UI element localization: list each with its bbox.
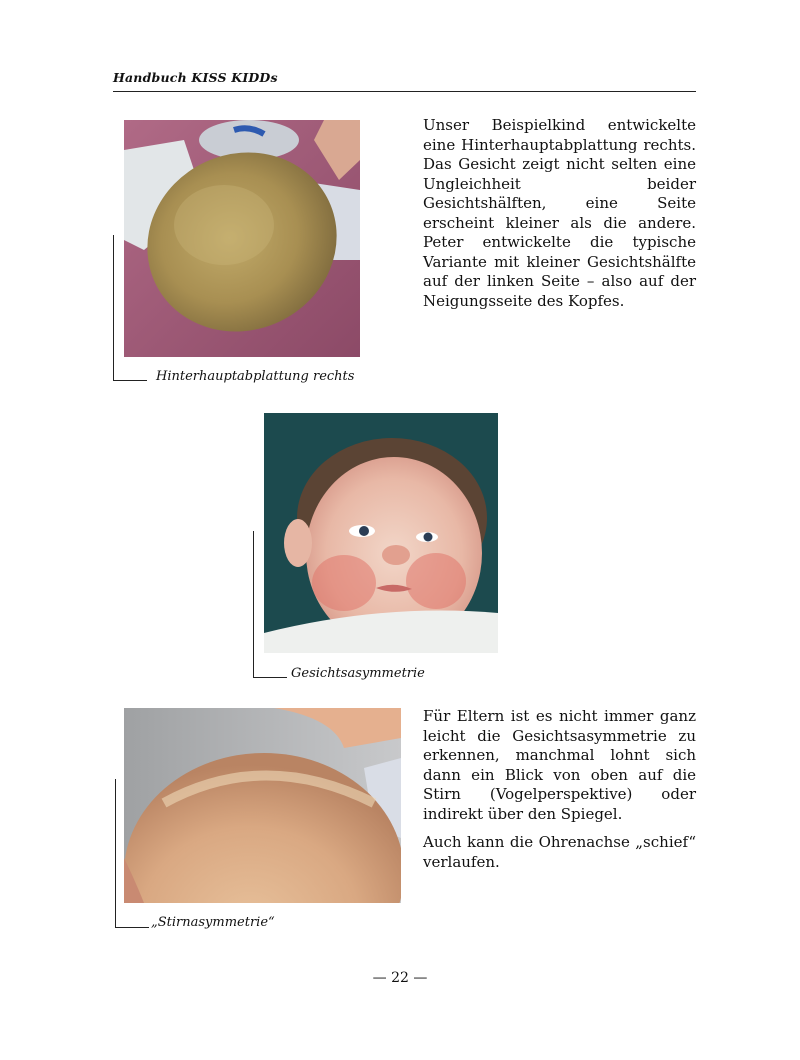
caption-bracket-3 <box>115 779 149 928</box>
figure-caption-2: Gesichtsasymmetrie <box>291 666 425 681</box>
baby-face-portrait-photo <box>264 413 498 653</box>
page-number: — 22 — <box>372 970 428 986</box>
header-rule <box>113 91 696 92</box>
caption-bracket-1 <box>113 235 147 381</box>
figure-caption-3: „Stirnasymmetrie“ <box>151 915 275 930</box>
paragraph-2-text: Für Eltern ist es nicht immer ganz leicht die Gesichtsasymmetrie zu erkennen, manchmal lohnt sich dann ein Blick von oben auf die Stirn (Vogelperspektive) oder indirekt über den Spiegel. <box>423 707 696 823</box>
paragraph-1-text: Unser Beispielkind entwickelte eine Hinterhauptabplattung rechts. Das Gesicht zeigt nicht selten eine Ungleichheit beider Gesichtshälften, eine Seite erscheint kleiner als die andere. Peter entwickelte die typische Variante mit kleiner Gesichtshälfte auf der linken Seite – also auf der Neigungsseite des Kopfes. <box>423 116 696 310</box>
caption-bracket-2 <box>253 531 287 678</box>
figure-caption-1: Hinterhauptabplattung rechts <box>156 369 355 384</box>
baby-head-from-above-photo <box>124 120 360 357</box>
paragraph-3-text: Auch kann die Ohrenachse „schief“ verlaufen. <box>423 833 696 871</box>
baby-forehead-closeup-photo <box>124 708 401 903</box>
paragraph-1 <box>423 116 696 311</box>
paragraph-2 <box>423 707 696 872</box>
running-header: Handbuch KISS KIDDs <box>113 70 278 85</box>
